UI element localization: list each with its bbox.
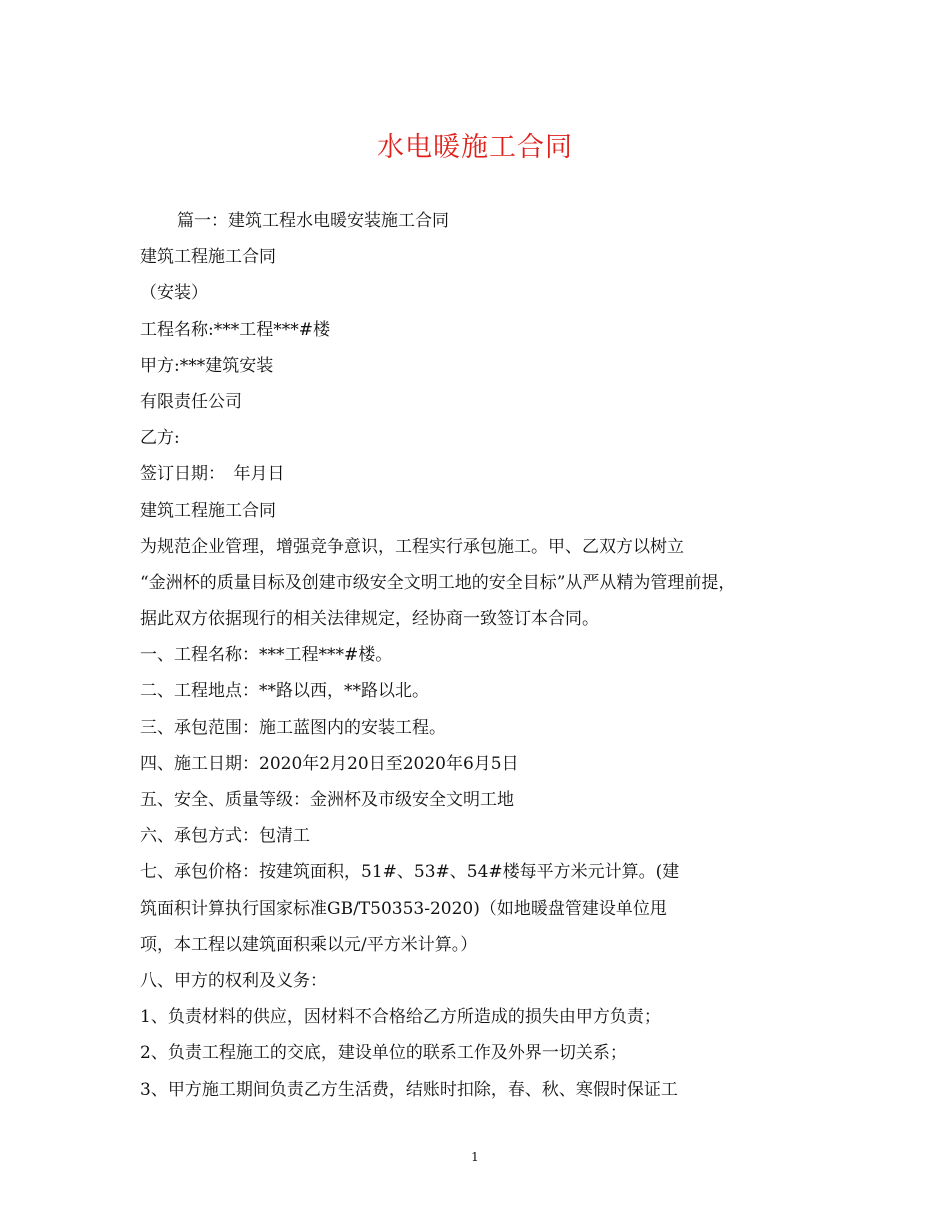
- text-line: 二、工程地点：**路以西，**路以北。: [140, 681, 429, 702]
- document-title: 水电暖施工合同: [377, 132, 573, 163]
- text-line: 有限责任公司: [140, 391, 242, 412]
- text-line: 建筑工程施工合同: [140, 247, 276, 268]
- text-line: 乙方:: [140, 428, 180, 449]
- text-line: 据此双方依据现行的相关法律规定，经协商一致签订本合同。: [140, 609, 599, 630]
- text-line: 一、工程名称：***工程***#楼。: [140, 645, 393, 666]
- text-line: 七、承包价格：按建筑面积，51#、53#、54#楼每平方米元计算。(建: [140, 862, 680, 883]
- text-line: 3、甲方施工期间负责乙方生活费，结账时扣除，春、秋、寒假时保证工: [140, 1079, 678, 1100]
- text-line: “金洲杯的质量目标及创建市级安全文明工地的安全目标”从严从精为管理前提，: [140, 572, 736, 593]
- text-line: 1、负责材料的供应，因材料不合格给乙方所造成的损失由甲方负责；: [140, 1007, 661, 1028]
- page-number: 1: [471, 1150, 479, 1164]
- section-heading: 篇一：建筑工程水电暖安装施工合同: [177, 211, 449, 231]
- document-body: [140, 203, 820, 1108]
- text-line: 三、承包范围：施工蓝图内的安装工程。: [140, 717, 446, 738]
- text-line: 五、安全、质量等级：金洲杯及市级安全文明工地: [140, 790, 514, 810]
- text-line: 筑面积计算执行国家标准GB/T50353-2020)（如地暖盘管建设单位甩: [140, 898, 667, 919]
- text-line: （安装）: [140, 283, 208, 304]
- text-line: 工程名称:***工程***#楼: [140, 319, 330, 340]
- text-line: 2、负责工程施工的交底，建设单位的联系工作及外界一切关系；: [140, 1043, 627, 1064]
- text-line: 六、承包方式：包清工: [140, 826, 310, 847]
- text-line: 签订日期： 年月日: [140, 464, 285, 485]
- text-line: 建筑工程施工合同: [140, 500, 276, 521]
- text-line: 项，本工程以建筑面积乘以元/平方米计算。）: [140, 934, 478, 955]
- text-line: 甲方:***建筑安装: [140, 355, 274, 376]
- text-line: 四、施工日期：2020年2月20日至2020年6月5日: [140, 753, 519, 774]
- text-line: 为规范企业管理，增强竞争意识，工程实行承包施工。甲、乙双方以树立: [140, 536, 684, 557]
- text-line: 八、甲方的权利及义务：: [140, 970, 327, 991]
